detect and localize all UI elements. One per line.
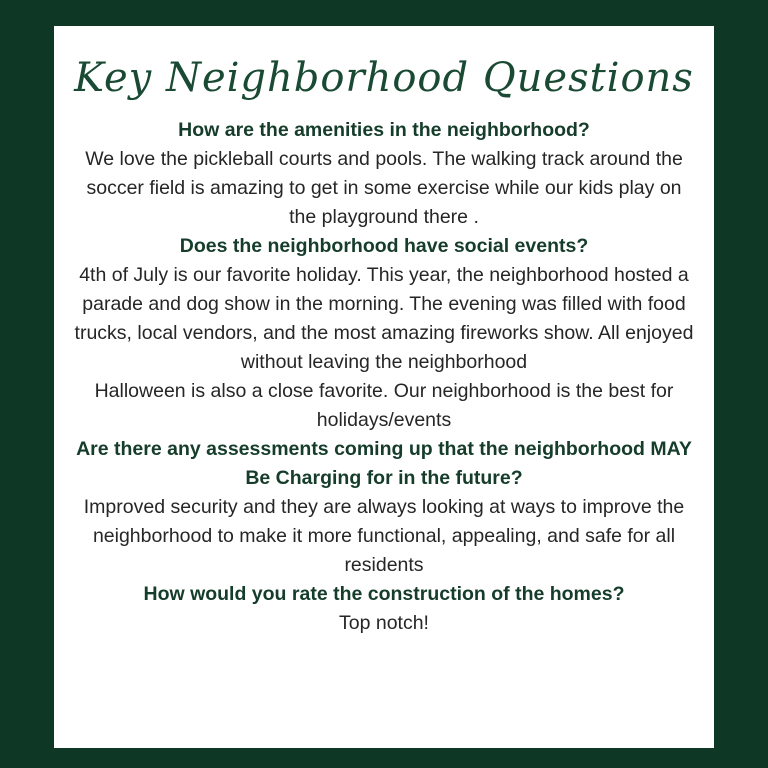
question-assessments: Are there any assessments coming up that the neighborhood MAY Be Charging for in the future? — [76, 438, 692, 489]
qa-item-social-events — [54, 232, 714, 435]
qa-list — [54, 116, 714, 638]
answer-construction: Top notch! — [339, 612, 429, 634]
answer-social-events: 4th of July is our favorite holiday. This year, the neighborhood hosted a parade and dog show in the morning. The evening was filled with food trucks, local vendors, and the most amazing fireworks show. All enjoyed without leaving the neighborhood — [74, 264, 694, 373]
qa-item-assessments — [54, 435, 714, 580]
answer-social-events-halloween: Halloween is also a close favorite. Our neighborhood is the best for holidays/events — [94, 380, 674, 431]
answer-assessments: Improved security and they are always looking at ways to improve the neighborhood to make it more functional, appealing, and safe for all residents — [83, 496, 685, 576]
question-social-events: Does the neighborhood have social events? — [179, 235, 589, 257]
qa-item-construction — [54, 580, 714, 638]
question-construction: How would you rate the construction of the homes? — [143, 583, 625, 605]
page-title: Key Neighborhood Questions — [74, 55, 694, 101]
question-amenities: How are the amenities in the neighborhood? — [178, 119, 590, 141]
qa-item-amenities — [54, 116, 714, 232]
content-card — [54, 26, 714, 748]
answer-amenities: We love the pickleball courts and pools. The walking track around the soccer field is amazing to get in some exercise while our kids play on the playground there . — [85, 148, 683, 228]
